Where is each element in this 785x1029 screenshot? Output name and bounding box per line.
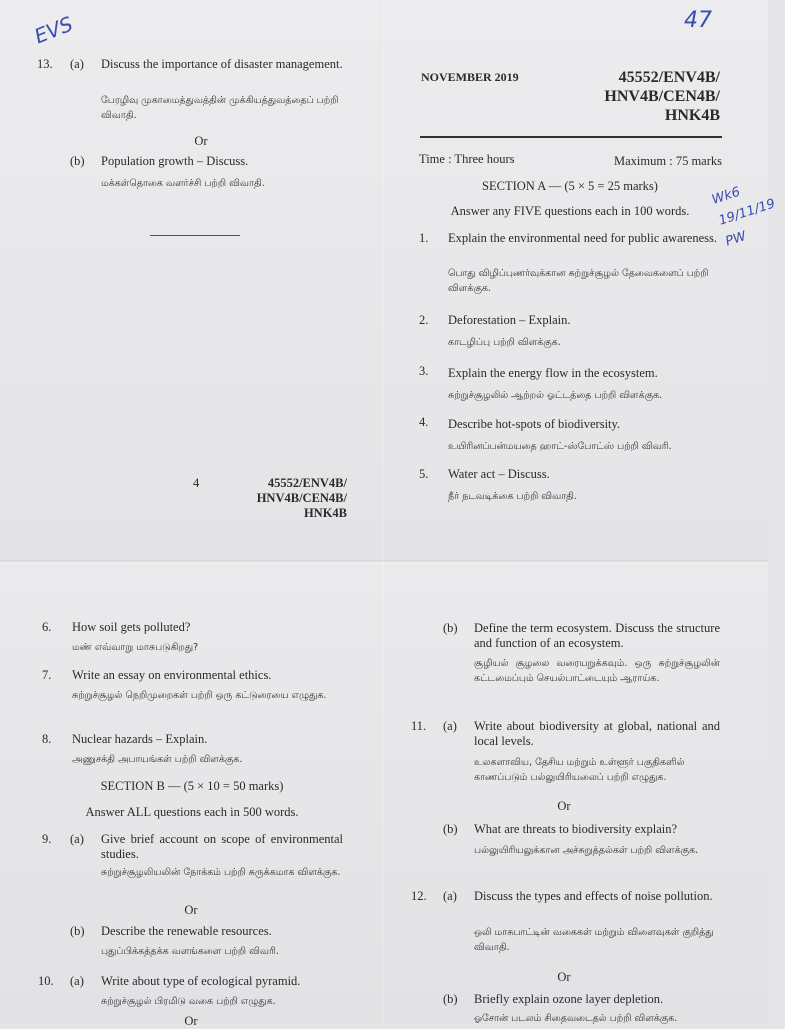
q13-number: 13. [37, 57, 53, 71]
section-b-title: SECTION B — (5 × 10 = 50 marks) [100, 779, 284, 793]
q2-number: 2. [419, 313, 429, 327]
q10b-tamil: சூழியல் சூழலை வரையறுக்கவும். ஒரு சுற்றுச்சூழலின் கட்டமைப்பும் செயல்பாட்டையும் ஆராய்க. [474, 658, 720, 684]
q11a-text: Write about biodiversity at global, national and local levels. [474, 719, 720, 748]
q3-text: Explain the energy flow in the ecosystem. [448, 366, 658, 380]
paper-code-line1: 45552/ENV4B/ [618, 69, 720, 86]
q5-number: 5. [419, 467, 429, 481]
handwritten-page-number: 47 [684, 8, 712, 33]
q8-number: 8. [42, 732, 52, 746]
q10a-label: (a) [70, 974, 84, 988]
q11-or: Or [557, 799, 571, 813]
q13a-label: (a) [70, 57, 84, 71]
q5-text: Water act – Discuss. [448, 467, 550, 481]
q4-number: 4. [419, 415, 429, 429]
q9b-text: Describe the renewable resources. [101, 924, 272, 938]
end-rule [150, 235, 240, 236]
q7-number: 7. [42, 668, 52, 682]
q6-number: 6. [42, 620, 52, 634]
q12b-tamil: ஓசோன் படலம் சிதைவடைதல் பற்றி விளக்குக. [474, 1013, 678, 1024]
q9-or: Or [184, 903, 198, 917]
q9a-label: (a) [70, 832, 84, 846]
q12-or: Or [557, 970, 571, 984]
q6-tamil: மண் எவ்வாறு மாசுபடுகிறது? [72, 642, 199, 653]
q11a-label: (a) [443, 719, 457, 733]
q9-number: 9. [42, 832, 52, 846]
q8-text: Nuclear hazards – Explain. [72, 732, 208, 746]
handwritten-note: Wk6 19/11/19 PW [710, 184, 778, 250]
q13b-text: Population growth – Discuss. [101, 154, 249, 168]
q12a-tamil: ஒலி மாசுபாட்டின் வகைகள் மற்றும் விளைவுகள் குறித்து விவாதி. [474, 927, 714, 953]
footer-code-line2: HNV4B/CEN4B/ [256, 491, 347, 505]
exam-time: Time : Three hours [419, 152, 515, 166]
section-b-instruction: Answer ALL questions each in 500 words. [85, 805, 299, 819]
section-a-instruction: Answer any FIVE questions each in 100 words. [450, 204, 690, 218]
paper-code-line2: HNV4B/CEN4B/ [604, 88, 720, 105]
q2-text: Deforestation – Explain. [448, 313, 571, 327]
q13-or: Or [194, 134, 208, 148]
q13a-tamil: பேரழிவு முகாமைத்துவத்தின் முக்கியத்துவத்தைப் பற்றி விவாதி. [101, 95, 339, 121]
q10a-tamil: சுற்றுச்சூழல் பிரமிடு வகை பற்றி எழுதுக. [101, 996, 276, 1007]
q13b-label: (b) [70, 154, 85, 168]
q7-tamil: சுற்றுச்சூழல் நெறிமுறைகள் பற்றி ஒரு கட்டுரையை எழுதுக. [72, 690, 327, 701]
footer-page-number: 4 [193, 476, 200, 490]
q11b-tamil: பல்லுயிரியலுக்கான அச்சுறுத்தல்கள் பற்றி விளக்குக. [474, 845, 699, 856]
q10-or: Or [184, 1014, 198, 1028]
q11b-text: What are threats to biodiversity explain? [474, 822, 678, 836]
q1-text: Explain the environmental need for public awareness. [448, 231, 718, 245]
q6-text: How soil gets polluted? [72, 620, 191, 634]
q10-number: 10. [38, 974, 54, 988]
exam-date: NOVEMBER 2019 [421, 70, 519, 84]
q3-tamil: சுற்றுச்சூழலில் ஆற்றல் ஓட்டத்தை பற்றி விளக்குக. [448, 390, 663, 401]
q13b-tamil: மக்கள்தொகை வளர்ச்சி பற்றி விவாதி. [101, 178, 265, 189]
horizontal-fold [0, 560, 768, 564]
q11b-label: (b) [443, 822, 458, 836]
q12a-label: (a) [443, 889, 457, 903]
q4-text: Describe hot-spots of biodiversity. [448, 417, 621, 431]
q9a-tamil: சுற்றுச்சூழலியலின் நோக்கம் பற்றி சுருக்கமாக விளக்குக. [101, 867, 341, 878]
q4-tamil: உயிரினப்பன்மயதை ஹாட்-ஸ்போட்ஸ் பற்றி விவரி. [448, 441, 672, 452]
q9b-tamil: புதுப்பிக்கத்தக்க வளங்களை பற்றி விவரி. [101, 946, 279, 957]
q12b-text: Briefly explain ozone layer depletion. [474, 992, 664, 1006]
footer-code-line3: HNK4B [303, 506, 347, 520]
header-rule [420, 136, 722, 138]
q2-tamil: காடழிப்பு பற்றி விளக்குக. [448, 337, 561, 348]
footer-code-line1: 45552/ENV4B/ [267, 476, 347, 490]
q8-tamil: அணுசக்தி அபாயங்கள் பற்றி விளக்குக. [72, 754, 243, 765]
q13a-text: Discuss the importance of disaster management. [101, 57, 343, 71]
q9b-label: (b) [70, 924, 85, 938]
q12a-text: Discuss the types and effects of noise pollution. [474, 889, 713, 903]
vertical-fold [381, 0, 383, 1024]
handwritten-evs: EVS [30, 11, 77, 49]
q12b-label: (b) [443, 992, 458, 1006]
q3-number: 3. [419, 364, 429, 378]
q10b-label: (b) [443, 621, 458, 635]
q9a-text: Give brief account on scope of environmental studies. [101, 832, 343, 861]
q10a-text: Write about type of ecological pyramid. [101, 974, 301, 988]
q1-number: 1. [419, 231, 429, 245]
q5-tamil: நீர் நடவடிக்கை பற்றி விவாதி. [448, 491, 577, 502]
section-a-title: SECTION A — (5 × 5 = 25 marks) [482, 179, 658, 193]
max-marks: Maximum : 75 marks [614, 154, 722, 168]
q12-number: 12. [411, 889, 427, 903]
q11a-tamil: உலகளாவிய, தேசிய மற்றும் உள்ளூர் பகுதிகளில் காணப்படும் பல்லுயிரியலைப் பற்றி எழுதுக. [474, 757, 685, 783]
q11-number: 11. [411, 719, 427, 733]
paper-code-line3: HNK4B [664, 107, 720, 124]
q7-text: Write an essay on environmental ethics. [72, 668, 272, 682]
q1-tamil: பொது விழிப்புணர்வுக்கான சுற்றுச்சூழல் தேவைகளைப் பற்றி விளக்குக. [448, 268, 709, 294]
q10b-text: Define the term ecosystem. Discuss the structure and function of an ecosystem. [474, 621, 720, 650]
